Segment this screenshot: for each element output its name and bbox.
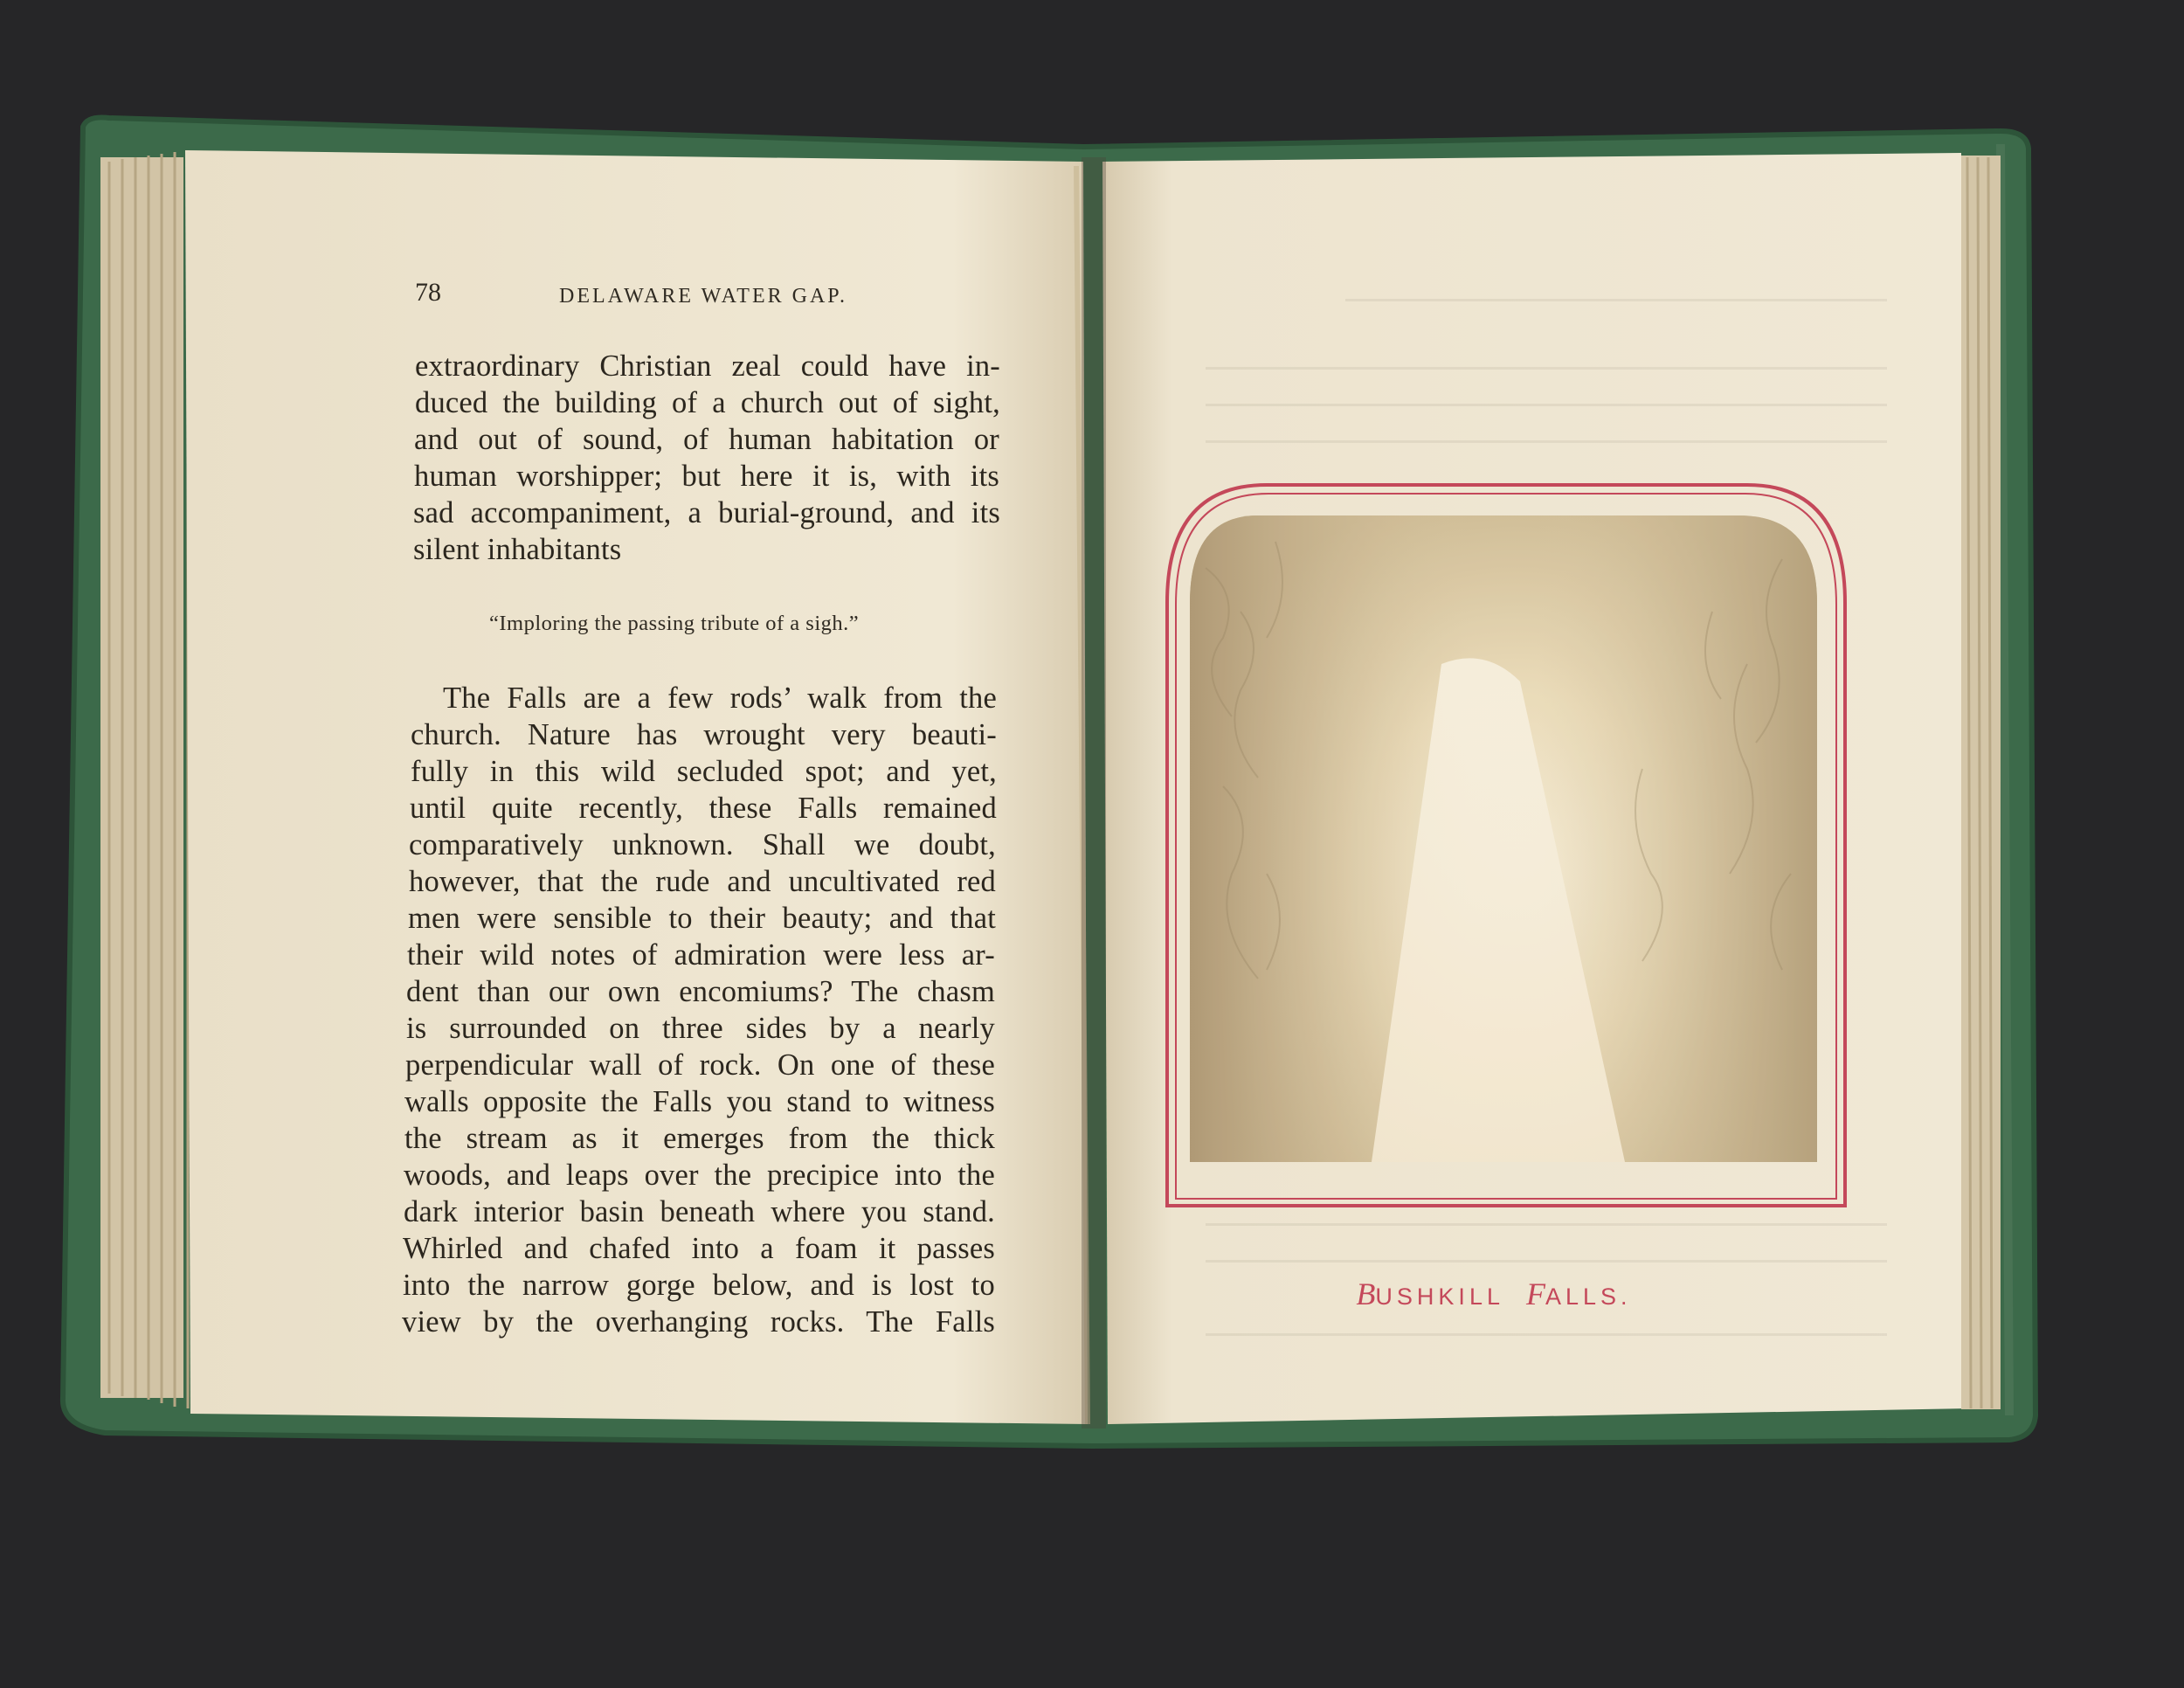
epigraph-quote: “Imploring the passing tribute of a sigh.” [489,612,860,635]
text-line: until quite recently, these Falls remained [410,792,997,825]
text-line: silent inhabitants [413,533,622,566]
running-head: DELAWARE WATER GAP. [559,285,847,308]
caption-initial: F [1526,1276,1545,1311]
text-line: woods, and leaps over the precipice into the [404,1159,995,1192]
text-line: view by the overhanging rocks. The Falls [402,1305,995,1339]
text-line: The Falls are a few rods’ walk from the [443,681,997,715]
text-line: dent than our own encomiums? The chasm [406,975,995,1008]
caption-word: ALLS. [1545,1283,1632,1310]
text-line: walls opposite the Falls you stand to witness [404,1085,995,1118]
caption-word: USHKILL [1375,1283,1504,1310]
text-line: duced the building of a church out of sight, [415,386,1000,419]
waterfall-photograph [1190,515,1817,1162]
text-line: is surrounded on three sides by a nearly [406,1012,995,1045]
text-line: human worshipper; but here it is, with its [414,460,999,493]
text-line: church. Nature has wrought very beauti- [411,718,997,751]
text-line: Whirled and chafed into a foam it passes [403,1232,995,1265]
text-line: fully in this wild secluded spot; and yet, [411,755,997,788]
text-line: into the narrow gorge below, and is lost to [403,1269,995,1302]
page-number: 78 [415,278,441,307]
text-line: comparatively unknown. Shall we doubt, [409,828,996,861]
text-line: dark interior basin beneath where you stand. [404,1195,995,1228]
text-line: the stream as it emerges from the thick [404,1122,995,1155]
text-line: men were sensible to their beauty; and that [408,902,996,935]
text-line: and out of sound, of human habitation or [414,423,999,456]
caption-initial: B [1356,1276,1376,1311]
text-line: sad accompaniment, a burial-ground, and its [413,496,1000,529]
text-line: however, that the rude and uncultivated red [409,865,996,898]
photo-caption [1302,1276,1686,1312]
text-line: their wild notes of admiration were less ar- [407,938,995,972]
text-line: extraordinary Christian zeal could have in- [415,349,1000,383]
text-line: perpendicular wall of rock. On one of these [405,1048,995,1082]
